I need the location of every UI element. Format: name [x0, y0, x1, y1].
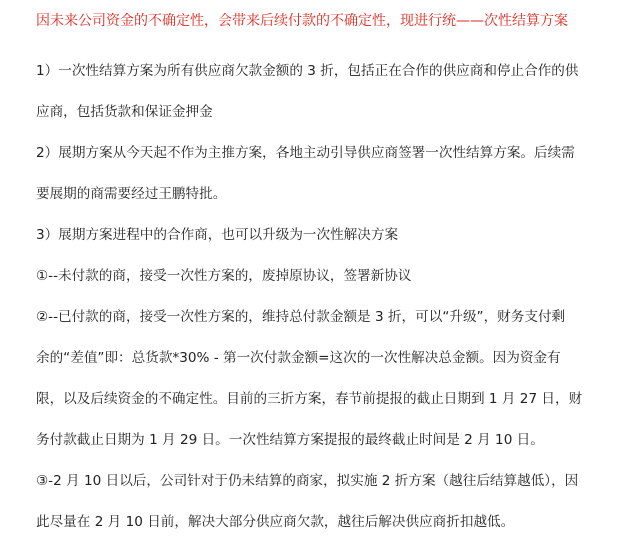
paragraph-circled-2 — [36, 297, 614, 461]
paragraph-line: 余的“差值”即：总货款*30% - 第一次付款金额=这次的一次性解决总金额。因为资金有 — [36, 350, 561, 366]
paragraph-line: ②--已付款的商，接受一次性方案的，维持总付款金额是 3 折，可以“升级”，财务支付剩 — [36, 309, 566, 325]
paragraph-line: 3）展期方案进程中的合作商，也可以升级为一次性解决方案 — [36, 227, 399, 243]
paragraph-circled-1 — [36, 256, 614, 297]
paragraph-line: 要展期的商需要经过王鹏特批。 — [36, 186, 227, 202]
paragraph-line: ①--未付款的商，接受一次性方案的，废掉原协议，签署新协议 — [36, 268, 412, 284]
paragraph-line: 限，以及后续资金的不确定性。目前的三折方案，春节前提报的截止日期到 1 月 27 日，财 — [36, 391, 583, 407]
paragraph-2 — [36, 133, 614, 215]
paragraph-line: 1）一次性结算方案为所有供应商欠款金额的 3 折，包括正在合作的供应商和停止合作的供 — [36, 63, 579, 79]
paragraph-circled-3 — [36, 461, 614, 543]
paragraph-line: 务付款截止日期为 1 月 29 日。一次性结算方案提报的最终截止时间是 2 月 10 日。 — [36, 432, 544, 448]
paragraph-line: 此尽量在 2 月 10 日前，解决大部分供应商欠款，越往后解决供应商折扣越低。 — [36, 514, 515, 530]
paragraph-1 — [36, 51, 614, 133]
paragraph-line: ③-2 月 10 日以后，公司针对于仍未结算的商家，拟实施 2 折方案（越往后结算越低），因 — [36, 473, 579, 489]
paragraph-line: 2）展期方案从今天起不作为主推方案，各地主动引导供应商签署一次性结算方案。后续需 — [36, 145, 575, 161]
notice-heading: 因未来公司资金的不确定性，会带来后续付款的不确定性，现进行统——次性结算方案 — [36, 13, 568, 29]
paragraph-3 — [36, 215, 614, 256]
paragraph-line: 应商，包括货款和保证金押金 — [36, 104, 213, 120]
